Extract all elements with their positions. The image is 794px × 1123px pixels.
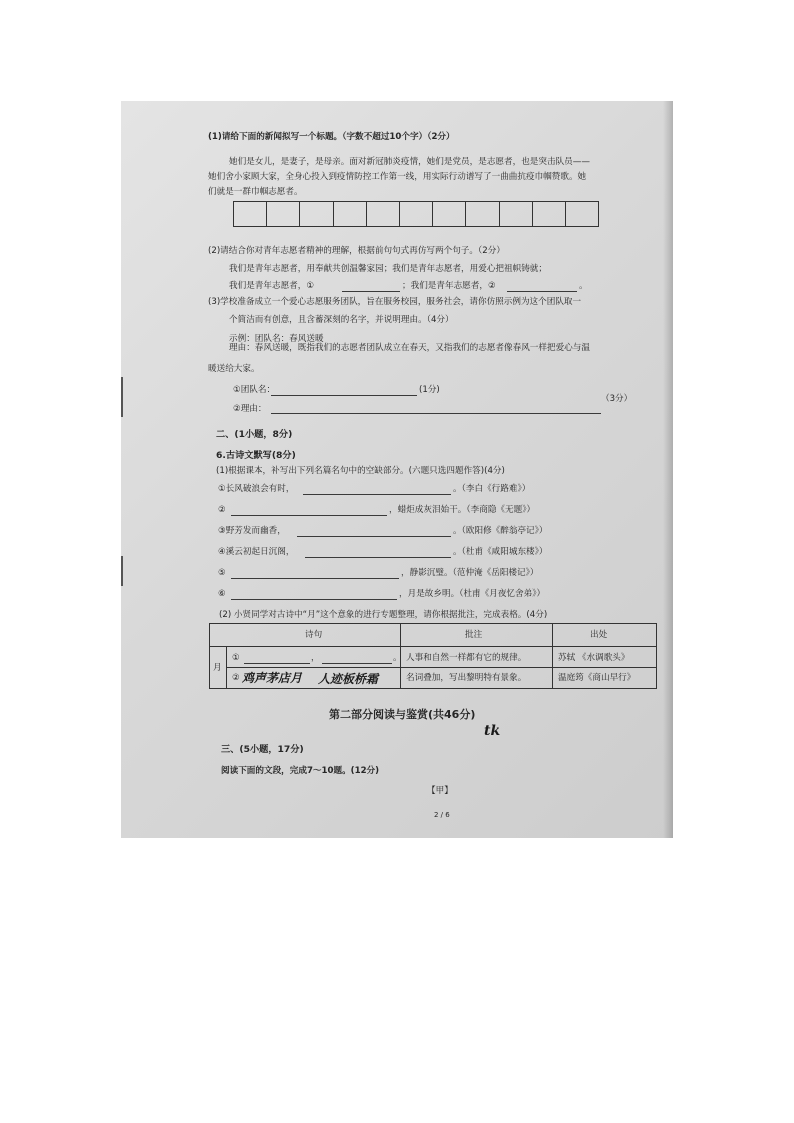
poem-answer-line[interactable] (305, 557, 451, 558)
poem-line-suffix: ，月是故乡明。（杜甫《月夜忆舍弟》） (399, 589, 546, 599)
poem-line-prefix: ⑥ (218, 589, 226, 599)
row1-answer-line-1[interactable] (244, 663, 310, 664)
title-answer-grid[interactable] (233, 201, 599, 227)
q1-passage-line: 她们是女儿，是妻子，是母亲。面对新冠肺炎疫情，她们是党员，是志愿者，也是突击队员—— (229, 157, 590, 167)
table-divider (210, 646, 656, 647)
q2-blank-mid: ；我们是青年志愿者，② (402, 281, 496, 291)
q1-heading: (1)请给下面的新闻拟写一个标题。（字数不超过10个字）（2分） (208, 132, 455, 142)
reason-score: （3分） (601, 394, 633, 404)
poem-line-prefix: ④溪云初起日沉阁， (218, 547, 295, 557)
q6-sub1: (1)根据课本，补写出下列名篇名句中的空缺部分。(六题只选四题作答)(4分) (216, 466, 505, 476)
poem-line-suffix: ，蜡炬成灰泪始干。（李商隐《无题》） (389, 505, 536, 515)
table-header-poem: 诗句 (305, 630, 323, 640)
section-3-instruction: 阅读下面的文段，完成7～10题。(12分) (221, 766, 380, 776)
q3-heading: 个简洁而有创意，且含蓄深刻的名字，并说明理由。（4分） (229, 315, 454, 325)
q2-example: 我们是青年志愿者，用奉献共创温馨家园；我们是青年志愿者，用爱心把祖帜铸就； (229, 264, 547, 274)
title-grid-cell[interactable] (499, 202, 532, 226)
q2-heading: (2)请结合你对青年志愿者精神的理解，根据前句句式再仿写两个句子。（2分） (208, 246, 505, 256)
photographed-page (121, 101, 673, 838)
binder-mark (121, 556, 123, 586)
title-grid-cell[interactable] (366, 202, 399, 226)
q2-answer-line-1[interactable] (342, 291, 400, 292)
poem-answer-line[interactable] (231, 515, 387, 516)
row1-answer-line-2[interactable] (322, 663, 392, 664)
poem-line-suffix: 。（李白《行路难》） (453, 484, 531, 494)
q6-title: 6.古诗文默写(8分) (216, 450, 296, 461)
poem-answer-line[interactable] (297, 536, 451, 537)
row1-marker: ① (232, 653, 240, 663)
binder-mark (121, 377, 123, 417)
poem-line-prefix: ② (218, 505, 226, 515)
poem-line-suffix: ，静影沉璧。（范仲淹《岳阳楼记》） (401, 568, 539, 578)
poem-line-suffix: 。（杜甫《咸阳城东楼》） (453, 547, 548, 557)
row2-source: 温庭筠《商山早行》 (558, 673, 636, 683)
passage-jia-label: 【甲】 (427, 786, 453, 796)
team-name-input-line[interactable] (271, 395, 417, 396)
row2-note: 名词叠加，写出黎明特有景象。 (406, 673, 527, 683)
poem-line-prefix: ①长风破浪会有时， (218, 484, 295, 494)
title-grid-cell[interactable] (266, 202, 299, 226)
row2-handwritten-answer-1: 鸡声茅店月 (242, 671, 303, 685)
title-grid-cell[interactable] (465, 202, 498, 226)
q2-end-mark: 。 (579, 281, 588, 291)
reason-input-line[interactable] (271, 413, 601, 414)
row1-comma: ， (311, 653, 320, 663)
row2-marker: ② (232, 673, 240, 683)
poem-line-prefix: ③野芳发而幽香， (218, 526, 286, 536)
title-grid-cell[interactable] (399, 202, 432, 226)
q2-answer-line-2[interactable] (507, 291, 577, 292)
row1-source: 苏轼 《水调歌头》 (558, 653, 630, 663)
row1-note: 人事和自然一样都有它的规律。 (406, 653, 527, 663)
section-2-title: 二、(1小题，8分) (216, 429, 293, 440)
page-number: 2 / 6 (434, 811, 450, 819)
moon-imagery-table (209, 623, 657, 689)
poem-answer-line[interactable] (231, 599, 397, 600)
page-edge-shadow (663, 101, 673, 838)
q1-passage-line: 们就是一群巾帼志愿者。 (208, 187, 303, 197)
q2-blank-prefix: 我们是青年志愿者，① (229, 281, 315, 291)
part-2-title: 第二部分阅读与鉴赏(共46分) (329, 708, 476, 721)
q1-passage-line: 她们舍小家顾大家，全身心投入到疫情防控工作第一线，用实际行动谱写了一曲曲抗疫巾帼赞歌。她 (208, 172, 587, 182)
table-header-source: 出处 (590, 630, 608, 640)
handwritten-mark: tk (484, 723, 501, 739)
row1-end: 。 (393, 653, 402, 663)
table-divider (226, 667, 656, 668)
poem-answer-line[interactable] (303, 494, 451, 495)
q3-example-name: 示例：团队名：春风送暖 (229, 334, 324, 344)
title-grid-cell[interactable] (299, 202, 332, 226)
q6-sub2: (2) 小贤同学对古诗中“月”这个意象的进行专题整理，请你根据批注，完成表格。(4分) (219, 610, 548, 620)
poem-line-prefix: ⑤ (218, 568, 226, 578)
poem-line-suffix: 。（欧阳修《醉翁亭记》） (453, 526, 548, 536)
table-divider (552, 624, 553, 688)
q3-heading: (3)学校准备成立一个爱心志愿服务团队，旨在服务校园，服务社会，请你仿照示例为这个团队取一 (208, 297, 582, 307)
table-row-label: 月 (213, 663, 222, 673)
section-3-title: 三、(5小题，17分) (221, 744, 304, 755)
team-name-score: (1分) (419, 385, 440, 395)
title-grid-cell[interactable] (432, 202, 465, 226)
title-grid-cell[interactable] (234, 202, 266, 226)
q3-example-reason: 理由：春风送暖，既指我们的志愿者团队成立在春天，又指我们的志愿者像春风一样把爱心与温 (229, 343, 590, 353)
poem-answer-line[interactable] (231, 578, 399, 579)
title-grid-cell[interactable] (532, 202, 565, 226)
title-grid-cell[interactable] (333, 202, 366, 226)
reason-label: ②理由： (233, 404, 267, 414)
row2-handwritten-answer-2: 人迹板桥霜 (318, 672, 379, 686)
team-name-label: ①团队名： (233, 385, 276, 395)
title-grid-cell[interactable] (565, 202, 598, 226)
q3-example-reason: 暖送给大家。 (208, 364, 260, 374)
table-header-note: 批注 (465, 630, 483, 640)
